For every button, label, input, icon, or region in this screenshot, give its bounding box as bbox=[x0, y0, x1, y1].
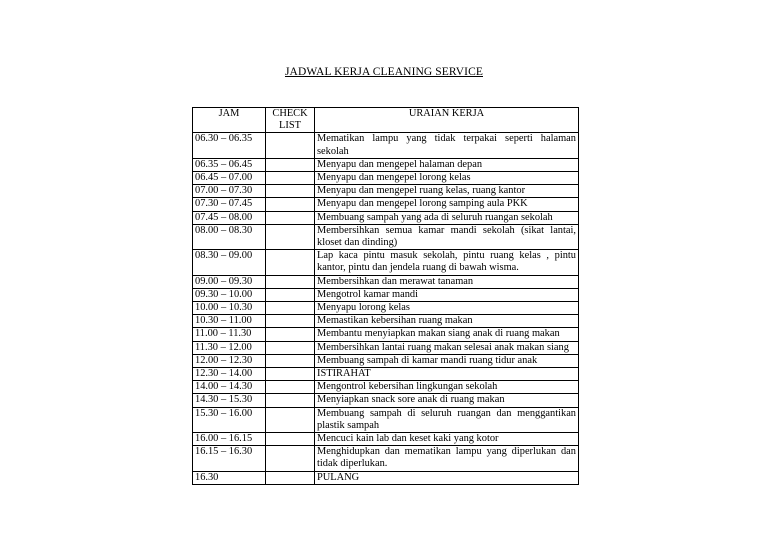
check-cell bbox=[266, 328, 315, 341]
page-title: JADWAL KERJA CLEANING SERVICE bbox=[284, 66, 483, 78]
schedule-table bbox=[192, 107, 579, 485]
table-row bbox=[193, 368, 579, 381]
time-cell: 06.45 – 07.00 bbox=[193, 172, 266, 185]
task-cell: Mengotrol kamar mandi bbox=[315, 288, 579, 301]
table-row bbox=[193, 302, 579, 315]
time-cell: 07.30 – 07.45 bbox=[193, 198, 266, 211]
check-cell bbox=[266, 211, 315, 224]
table-row bbox=[193, 133, 579, 158]
check-cell bbox=[266, 158, 315, 171]
time-cell: 09.00 – 09.30 bbox=[193, 275, 266, 288]
time-cell: 12.00 – 12.30 bbox=[193, 354, 266, 367]
task-cell: ISTIRAHAT bbox=[315, 368, 579, 381]
time-cell: 14.00 – 14.30 bbox=[193, 381, 266, 394]
check-cell bbox=[266, 407, 315, 432]
task-cell: Membantu menyiapkan makan siang anak di ruang makan bbox=[315, 328, 579, 341]
task-cell: Mengontrol kebersihan lingkungan sekolah bbox=[315, 381, 579, 394]
header-jam: JAM bbox=[193, 108, 266, 133]
time-cell: 12.30 – 14.00 bbox=[193, 368, 266, 381]
table-row bbox=[193, 185, 579, 198]
task-cell: Mematikan lampu yang tidak terpakai seperti halaman sekolah bbox=[315, 133, 579, 158]
check-cell bbox=[266, 224, 315, 249]
table-row bbox=[193, 381, 579, 394]
table-row bbox=[193, 328, 579, 341]
check-cell bbox=[266, 354, 315, 367]
table-row bbox=[193, 158, 579, 171]
check-cell bbox=[266, 250, 315, 275]
check-cell bbox=[266, 172, 315, 185]
table-row bbox=[193, 407, 579, 432]
time-cell: 11.30 – 12.00 bbox=[193, 341, 266, 354]
table-row bbox=[193, 224, 579, 249]
table-row bbox=[193, 275, 579, 288]
time-cell: 11.00 – 11.30 bbox=[193, 328, 266, 341]
table-row bbox=[193, 471, 579, 484]
check-cell bbox=[266, 133, 315, 158]
time-cell: 07.00 – 07.30 bbox=[193, 185, 266, 198]
table-row bbox=[193, 341, 579, 354]
task-cell: Membuang sampah yang ada di seluruh ruangan sekolah bbox=[315, 211, 579, 224]
header-check-list: CHECK LIST bbox=[266, 108, 315, 133]
time-cell: 09.30 – 10.00 bbox=[193, 288, 266, 301]
check-cell bbox=[266, 471, 315, 484]
task-cell: Membersihkan lantai ruang makan selesai anak makan siang bbox=[315, 341, 579, 354]
time-cell: 06.30 – 06.35 bbox=[193, 133, 266, 158]
task-cell: PULANG bbox=[315, 471, 579, 484]
check-cell bbox=[266, 368, 315, 381]
check-cell bbox=[266, 341, 315, 354]
task-cell: Memastikan kebersihan ruang makan bbox=[315, 315, 579, 328]
table-row bbox=[193, 315, 579, 328]
check-cell bbox=[266, 433, 315, 446]
time-cell: 08.00 – 08.30 bbox=[193, 224, 266, 249]
task-cell: Menyapu lorong kelas bbox=[315, 302, 579, 315]
time-cell: 07.45 – 08.00 bbox=[193, 211, 266, 224]
check-cell bbox=[266, 288, 315, 301]
task-cell: Menghidupkan dan mematikan lampu yang diperlukan dan tidak diperlukan. bbox=[315, 446, 579, 471]
task-cell: Menyapu dan mengepel halaman depan bbox=[315, 158, 579, 171]
table-header-row bbox=[193, 108, 579, 133]
check-cell bbox=[266, 302, 315, 315]
time-cell: 16.15 – 16.30 bbox=[193, 446, 266, 471]
header-uraian-kerja: URAIAN KERJA bbox=[315, 108, 579, 133]
task-cell: Membuang sampah di kamar mandi ruang tidur anak bbox=[315, 354, 579, 367]
time-cell: 08.30 – 09.00 bbox=[193, 250, 266, 275]
table-row bbox=[193, 446, 579, 471]
check-cell bbox=[266, 198, 315, 211]
task-cell: Mencuci kain lab dan keset kaki yang kotor bbox=[315, 433, 579, 446]
check-cell bbox=[266, 275, 315, 288]
table-row bbox=[193, 198, 579, 211]
task-cell: Membersihkan semua kamar mandi sekolah (sikat lantai, kloset dan dinding) bbox=[315, 224, 579, 249]
time-cell: 06.35 – 06.45 bbox=[193, 158, 266, 171]
table-row bbox=[193, 433, 579, 446]
task-cell: Menyapu dan mengepel lorong kelas bbox=[315, 172, 579, 185]
time-cell: 16.30 bbox=[193, 471, 266, 484]
task-cell: Menyiapkan snack sore anak di ruang makan bbox=[315, 394, 579, 407]
check-cell bbox=[266, 315, 315, 328]
table-row bbox=[193, 250, 579, 275]
table-row bbox=[193, 354, 579, 367]
time-cell: 16.00 – 16.15 bbox=[193, 433, 266, 446]
table-row bbox=[193, 394, 579, 407]
check-cell bbox=[266, 394, 315, 407]
table-row bbox=[193, 288, 579, 301]
check-cell bbox=[266, 381, 315, 394]
time-cell: 10.00 – 10.30 bbox=[193, 302, 266, 315]
check-cell bbox=[266, 185, 315, 198]
table-row bbox=[193, 211, 579, 224]
task-cell: Lap kaca pintu masuk sekolah, pintu ruang kelas , pintu kantor, pintu dan jendela ruang di bawah wisma. bbox=[315, 250, 579, 275]
table-row bbox=[193, 172, 579, 185]
time-cell: 14.30 – 15.30 bbox=[193, 394, 266, 407]
task-cell: Membuang sampah di seluruh ruangan dan menggantikan plastik sampah bbox=[315, 407, 579, 432]
check-cell bbox=[266, 446, 315, 471]
time-cell: 10.30 – 11.00 bbox=[193, 315, 266, 328]
time-cell: 15.30 – 16.00 bbox=[193, 407, 266, 432]
task-cell: Membersihkan dan merawat tanaman bbox=[315, 275, 579, 288]
task-cell: Menyapu dan mengepel lorong samping aula PKK bbox=[315, 198, 579, 211]
task-cell: Menyapu dan mengepel ruang kelas, ruang kantor bbox=[315, 185, 579, 198]
